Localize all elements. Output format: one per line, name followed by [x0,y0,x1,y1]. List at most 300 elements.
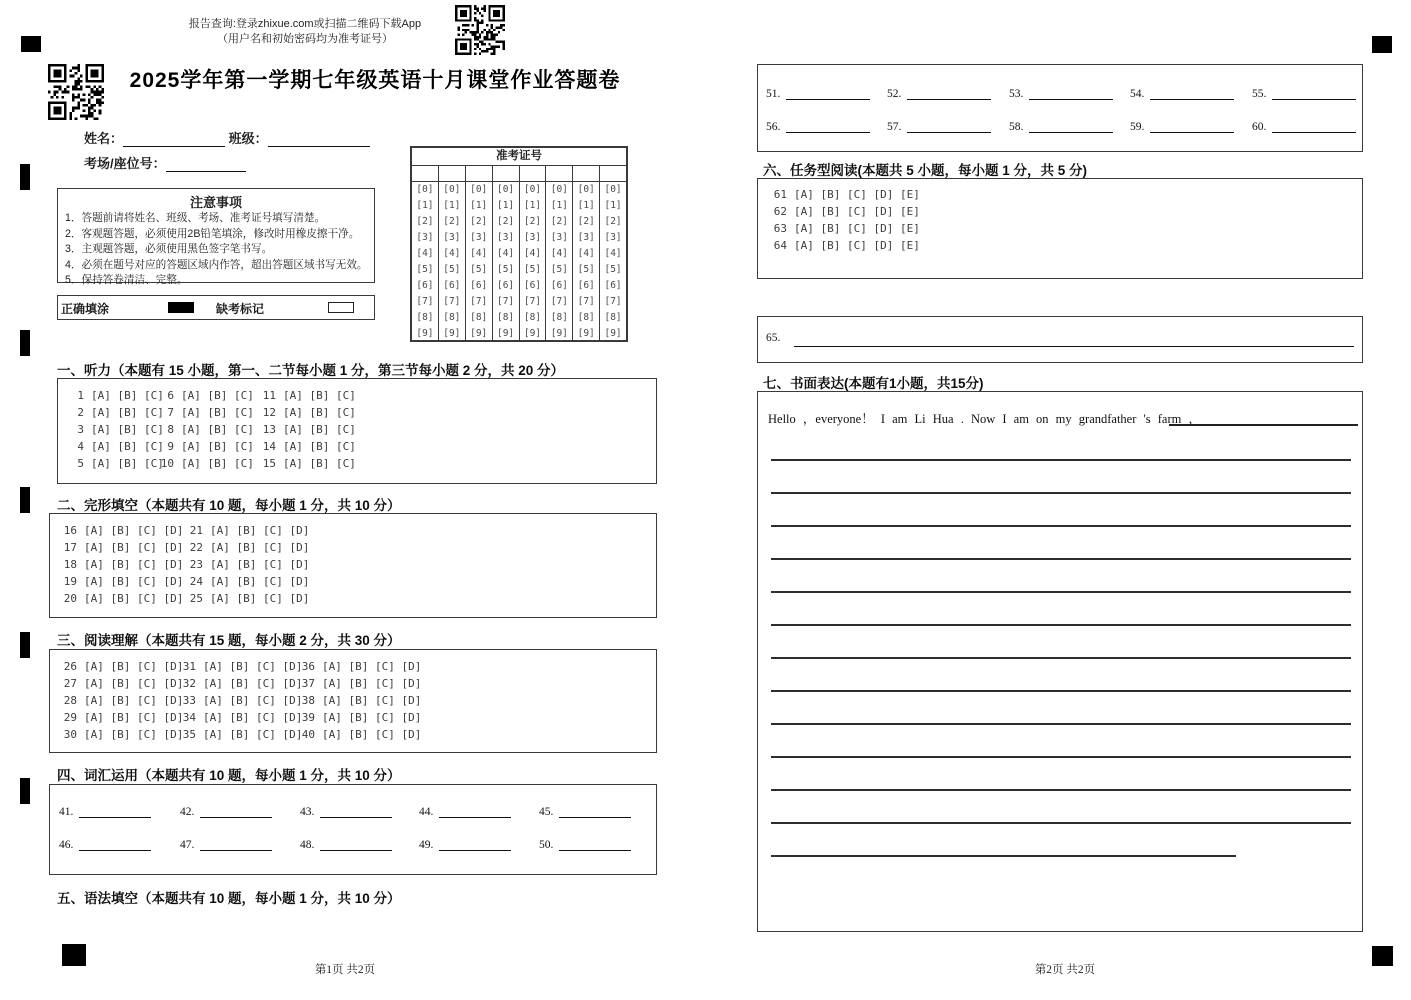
ticket-digit-bubble[interactable]: [9] [416,328,434,339]
ticket-digit-bubble[interactable]: [6] [550,280,568,291]
ticket-digit-bubble[interactable]: [4] [577,248,595,259]
question-number: 52. [887,88,902,100]
blank-question [1252,87,1356,100]
answer-options[interactable]: [A] [B] [C] [D] [210,540,310,554]
ticket-columns [412,166,626,342]
question-row [158,439,254,456]
ticket-digit-bubble[interactable]: [9] [496,328,515,339]
notice-box [57,188,375,287]
ticket-digit-bubble[interactable]: [8] [470,312,488,323]
ticket-digit-bubble[interactable]: [5] [496,264,515,275]
answer-blank[interactable] [79,805,151,818]
answer-options[interactable]: [A] [B] [C] [181,405,254,419]
ticket-column [520,166,547,342]
choice-column [59,659,183,744]
question65-blank[interactable] [794,332,1354,347]
blank-question [766,120,870,133]
correct-fill-label: 正确填涂 [61,302,110,316]
ticket-digit-bubble[interactable]: [8] [416,312,434,323]
answer-options[interactable]: [A] [B] [C] [D] [84,574,184,588]
ticket-digit-bubble[interactable]: [0] [496,184,515,195]
ticket-digit-bubble[interactable]: [6] [523,280,542,291]
ticket-column [493,166,520,342]
timing-mark [20,330,30,356]
writing-line[interactable] [771,690,1351,692]
question-number: 5 [77,456,84,470]
answer-options[interactable]: [A] [B] [C] [D] [203,693,303,707]
writing-line[interactable] [771,459,1351,461]
seat-label: 考场/座位号： [84,156,166,171]
footer-page2: 第2页 共2页 [1034,964,1096,976]
question-number: 38 [301,693,315,707]
answer-blank[interactable] [439,805,511,818]
question-number: 54. [1130,88,1145,100]
question-number: 50. [539,839,554,851]
question-row [178,676,302,693]
ticket-write-cell[interactable] [412,166,438,182]
answer-options[interactable]: [A] [B] [C] [D] [322,727,422,741]
ticket-digit-bubble[interactable]: [4] [496,248,515,259]
ticket-digit-bubble[interactable]: [3] [604,232,622,243]
ticket-digit-bubble[interactable]: [6] [604,280,622,291]
question-number: 3 [77,422,84,436]
question-number: 10 [160,456,174,470]
ticket-digit-bubble[interactable]: [5] [470,264,488,275]
section1-title: 一、听力（本题有 15 小题，第一、二节每小题 1 分，第三节每小题 2 分，共 20 分） [57,363,565,378]
class-label: 班级： [228,131,268,146]
question-row [68,422,164,439]
ticket-column [439,166,466,342]
ticket-digit-bubble[interactable]: [5] [443,264,461,275]
answer-options[interactable]: [A] [B] [C] [D] [84,660,184,673]
ticket-digit-bubble[interactable]: [1] [523,200,542,211]
answer-options[interactable]: [A] [B] [C] [283,422,356,436]
section3-answer-box [49,649,657,753]
question-number: 42. [180,806,195,818]
ticket-title: 准考证号 [412,148,626,166]
writing-line[interactable] [771,822,1351,824]
ticket-digit-bubble[interactable]: [2] [443,216,461,227]
answer-blank[interactable] [79,838,151,851]
answer-options[interactable]: [A] [B] [C] [283,456,356,470]
ticket-digit-bubble[interactable]: [9] [443,328,461,339]
writing-line[interactable] [771,492,1351,494]
question-row [59,727,183,744]
answer-blank[interactable] [559,805,631,818]
answer-options[interactable]: [A] [B] [C] [D] [84,727,184,741]
ticket-digit-bubble[interactable]: [7] [604,296,622,307]
ticket-digit-bubble[interactable]: [2] [496,216,515,227]
question-row [158,422,254,439]
answer-options[interactable]: [A] [B] [C] [D] [E] [794,204,920,218]
answer-options[interactable]: [A] [B] [C] [91,439,164,453]
answer-options[interactable]: [A] [B] [C] [D] [84,524,184,537]
footer-page1: 第1页 共2页 [314,964,376,976]
ticket-column [466,166,493,342]
notice-item: 4．必须在题号对应的答题区域内作答，超出答题区域书写无效。 [65,258,368,271]
ticket-write-cell[interactable] [520,166,546,182]
ticket-digit-bubble[interactable]: [7] [416,296,434,307]
question-number: 63 [773,221,787,235]
question-row [185,523,309,540]
question-number: 64 [773,238,787,252]
ticket-digit-bubble[interactable]: [5] [577,264,595,275]
answer-options[interactable]: [A] [B] [C] [181,456,254,470]
answer-blank[interactable] [559,838,631,851]
writing-line[interactable] [771,624,1351,626]
student-info-row-2 [84,153,246,172]
answer-options[interactable]: [A] [B] [C] [283,439,356,453]
answer-options[interactable]: [A] [B] [C] [D] [203,727,303,741]
ticket-write-cell[interactable] [600,166,626,182]
section2-title: 二、完形填空（本题共有 10 题，每小题 1 分，共 10 分） [57,498,401,513]
writing-inline-blank[interactable] [1169,409,1358,426]
choice-column [68,388,164,473]
ticket-digit-bubble[interactable]: [1] [604,200,622,211]
ticket-digit-bubble[interactable]: [5] [604,264,622,275]
question-row [185,540,309,557]
blank-question [1130,120,1234,133]
ticket-write-cell[interactable] [439,166,465,182]
ticket-digit-bubble[interactable]: [1] [496,200,515,211]
ticket-digit-bubble[interactable]: [3] [416,232,434,243]
answer-options[interactable]: [A] [B] [C] [D] [210,574,310,588]
ticket-digit-bubble[interactable]: [6] [577,280,595,291]
ticket-digit-bubble[interactable]: [3] [443,232,461,243]
ticket-digit-bubble[interactable]: [7] [443,296,461,307]
answer-options[interactable]: [A] [B] [C] [91,422,164,436]
notice-item: 5．保持答卷清洁、完整。 [65,274,188,287]
question-row [297,659,421,676]
ticket-digit-bubble[interactable]: [9] [470,328,488,339]
question-number: 7 [167,405,174,419]
blank-question [539,838,631,851]
notice-item: 3．主观题答题，必须使用黑色签字笔书写。 [65,243,273,256]
section6-title: 六、任务型阅读(本题共 5 小题，每小题 1 分，共 5 分) [763,163,1088,178]
question-row [260,405,356,422]
question-row [758,204,920,221]
ticket-digit-bubble[interactable]: [7] [523,296,542,307]
question-number: 41. [59,806,74,818]
ticket-digit-bubble[interactable]: [3] [577,232,595,243]
ticket-digit-bubble[interactable]: [0] [523,184,542,195]
choice-column [59,523,183,608]
blank-question [180,805,272,818]
section7-title: 七、书面表达(本题有1小题，共15分) [763,376,984,391]
ticket-digit-bubble[interactable]: [3] [496,232,515,243]
answer-options[interactable]: [A] [B] [C] [181,389,254,402]
correct-fill-sample [168,302,194,313]
ticket-digit-bubble[interactable]: [2] [550,216,568,227]
answer-blank[interactable] [786,120,870,133]
question-number: 21 [189,524,203,537]
question-row [59,574,183,591]
ticket-digit-bubble[interactable]: [7] [577,296,595,307]
question-row [68,456,164,473]
ticket-digit-bubble[interactable]: [9] [577,328,595,339]
question-row [59,523,183,540]
ticket-digit-bubble[interactable]: [0] [443,184,461,195]
question-number: 43. [300,806,315,818]
ticket-digit-bubble[interactable]: [3] [550,232,568,243]
writing-line[interactable] [771,756,1351,758]
ticket-digit-bubble[interactable]: [2] [604,216,622,227]
ticket-write-cell[interactable] [493,166,519,182]
section6-answer-box [757,178,1363,279]
blank-question [887,87,991,100]
blank-question [180,838,272,851]
ticket-column [546,166,573,342]
ticket-digit-bubble[interactable]: [2] [523,216,542,227]
blank-question [419,805,511,818]
ticket-digit-bubble[interactable]: [0] [577,184,595,195]
ticket-write-cell[interactable] [466,166,492,182]
answer-options[interactable]: [A] [B] [C] [283,389,356,402]
question-row [297,676,421,693]
answer-blank[interactable] [320,838,392,851]
registration-mark-bottom-left [62,944,86,966]
ticket-digit-bubble[interactable]: [4] [470,248,488,259]
ticket-digit-bubble[interactable]: [8] [496,312,515,323]
question-number: 46. [59,839,74,851]
answer-options[interactable]: [A] [B] [C] [D] [322,693,422,707]
answer-options[interactable]: [A] [B] [C] [D] [210,557,310,571]
ticket-digit-bubble[interactable]: [2] [577,216,595,227]
name-field[interactable] [123,133,225,147]
writing-line[interactable] [771,558,1351,560]
question-number: 35 [182,727,196,741]
question-number: 26 [63,660,77,673]
answer-options[interactable]: [A] [B] [C] [D] [E] [794,188,920,201]
writing-line[interactable] [771,657,1351,659]
question-row [260,388,356,405]
question-row [758,187,920,204]
question-row [758,221,920,238]
ticket-digit-bubble[interactable]: [5] [523,264,542,275]
question-number: 33 [182,693,196,707]
question-number: 6 [167,389,174,402]
ticket-digit-bubble[interactable]: [4] [604,248,622,259]
question-row [185,574,309,591]
question-row [185,557,309,574]
question-row [178,710,302,727]
answer-blank[interactable] [439,838,511,851]
ticket-digit-bubble[interactable]: [0] [416,184,434,195]
ticket-digit-bubble[interactable]: [7] [550,296,568,307]
question-number: 11 [262,389,276,402]
ticket-digit-bubble[interactable]: [3] [523,232,542,243]
question-number: 31 [182,660,196,673]
ticket-digit-bubble[interactable]: [9] [523,328,542,339]
ticket-digit-bubble[interactable]: [9] [550,328,568,339]
answer-options[interactable]: [A] [B] [C] [D] [210,524,310,537]
answer-options[interactable]: [A] [B] [C] [D] [322,660,422,673]
question-number: 62 [773,204,787,218]
question-number: 45. [539,806,554,818]
writing-line[interactable] [771,591,1351,593]
ticket-digit-bubble[interactable]: [1] [550,200,568,211]
ticket-write-cell[interactable] [573,166,599,182]
answer-blank[interactable] [786,87,870,100]
question-number: 59. [1130,121,1145,133]
answer-options[interactable]: [A] [B] [C] [91,389,164,402]
admission-ticket-box [410,146,628,342]
ticket-digit-bubble[interactable]: [6] [470,280,488,291]
ticket-digit-bubble[interactable]: [3] [470,232,488,243]
ticket-digit-bubble[interactable]: [1] [443,200,461,211]
class-field[interactable] [268,133,370,147]
answer-options[interactable]: [A] [B] [C] [181,439,254,453]
answer-blank[interactable] [907,120,991,133]
ticket-digit-bubble[interactable]: [6] [443,280,461,291]
question-number: 51. [766,88,781,100]
ticket-digit-bubble[interactable]: [6] [496,280,515,291]
answer-options[interactable]: [A] [B] [C] [D] [84,540,184,554]
section1-answer-box [57,378,657,484]
answer-options[interactable]: [A] [B] [C] [283,405,356,419]
timing-mark [20,632,30,658]
choice-column [185,523,309,608]
ticket-digit-bubble[interactable]: [1] [416,200,434,211]
ticket-digit-bubble[interactable]: [0] [550,184,568,195]
answer-blank[interactable] [1272,87,1356,100]
seat-field[interactable] [166,158,246,172]
answer-options[interactable]: [A] [B] [C] [D] [84,676,184,690]
timing-mark [20,164,30,190]
answer-blank[interactable] [320,805,392,818]
section4-title: 四、词汇运用（本题共有 10 题，每小题 1 分，共 10 分） [57,768,401,783]
answer-options[interactable]: [A] [B] [C] [D] [203,660,303,673]
ticket-digit-bubble[interactable]: [8] [443,312,461,323]
answer-options[interactable]: [A] [B] [C] [D] [210,591,310,605]
question-number: 23 [189,557,203,571]
ticket-digit-bubble[interactable]: [8] [577,312,595,323]
writing-line[interactable] [771,525,1351,527]
answer-options[interactable]: [A] [B] [C] [D] [E] [794,221,920,235]
notice-title: 注意事项 [189,195,242,210]
choice-column [260,388,356,473]
ticket-digit-bubble[interactable]: [4] [523,248,542,259]
absent-mark-sample [328,302,354,313]
answer-options[interactable]: [A] [B] [C] [91,456,164,470]
name-label: 姓名： [84,131,124,146]
answer-options[interactable]: [A] [B] [C] [D] [E] [794,238,920,252]
question-row [178,659,302,676]
section6-rows [758,187,920,255]
blank-question [539,805,631,818]
ticket-column [412,166,439,342]
answer-blank[interactable] [200,805,272,818]
question-number: 65. [766,332,781,344]
answer-options[interactable]: [A] [B] [C] [181,422,254,436]
section4-answer-box [49,784,657,875]
question-row [158,405,254,422]
answer-blank[interactable] [1150,87,1234,100]
question-number: 2 [77,405,84,419]
ticket-digit-bubble[interactable]: [0] [604,184,622,195]
question-row [185,591,309,608]
ticket-write-cell[interactable] [546,166,572,182]
ticket-digit-bubble[interactable]: [9] [604,328,622,339]
question-row [178,727,302,744]
question-number: 28 [63,693,77,707]
registration-mark-top-right [1372,36,1392,53]
ticket-digit-bubble[interactable]: [5] [550,264,568,275]
answer-blank[interactable] [200,838,272,851]
answer-options[interactable]: [A] [B] [C] [D] [84,693,184,707]
question-number: 9 [167,439,174,453]
ticket-digit-bubble[interactable]: [8] [523,312,542,323]
blank-question [1009,87,1113,100]
ticket-digit-bubble[interactable]: [8] [604,312,622,323]
report-line1: 报告查询:登录zhixue.com或扫描二维码下载App [188,18,422,30]
ticket-digit-bubble[interactable]: [1] [470,200,488,211]
blank-question [300,805,392,818]
question-row [59,659,183,676]
question-row [297,693,421,710]
section5-answer-box [757,64,1363,152]
writing-line[interactable] [771,855,1236,857]
ticket-digit-bubble[interactable]: [7] [470,296,488,307]
ticket-digit-bubble[interactable]: [4] [443,248,461,259]
ticket-digit-bubble[interactable]: [2] [470,216,488,227]
blank-question [300,838,392,851]
question-number: 12 [262,405,276,419]
answer-options[interactable]: [A] [B] [C] [D] [322,676,422,690]
answer-blank[interactable] [1029,120,1113,133]
question-row [178,693,302,710]
ticket-digit-bubble[interactable]: [1] [577,200,595,211]
answer-options[interactable]: [A] [B] [C] [D] [322,710,422,724]
question-row [59,676,183,693]
question-row [59,557,183,574]
ticket-digit-bubble[interactable]: [5] [416,264,434,275]
ticket-digit-bubble[interactable]: [2] [416,216,434,227]
answer-blank[interactable] [1272,120,1356,133]
question-number: 44. [419,806,434,818]
registration-mark-top-left [21,36,41,52]
question-number: 49. [419,839,434,851]
ticket-digit-bubble[interactable]: [4] [416,248,434,259]
writing-line[interactable] [771,789,1351,791]
answer-options[interactable]: [A] [B] [C] [D] [84,591,184,605]
answer-options[interactable]: [A] [B] [C] [91,405,164,419]
question-number: 15 [262,456,276,470]
ticket-digit-bubble[interactable]: [7] [496,296,515,307]
ticket-digit-bubble[interactable]: [8] [550,312,568,323]
blank-question [1252,120,1356,133]
question-number: 19 [63,574,77,588]
answer-options[interactable]: [A] [B] [C] [D] [84,557,184,571]
question-row [68,439,164,456]
answer-options[interactable]: [A] [B] [C] [D] [203,710,303,724]
answer-blank[interactable] [1029,87,1113,100]
answer-options[interactable]: [A] [B] [C] [D] [203,676,303,690]
answer-options[interactable]: [A] [B] [C] [D] [84,710,184,724]
ticket-digit-bubble[interactable]: [0] [470,184,488,195]
writing-line[interactable] [771,723,1351,725]
ticket-digit-bubble[interactable]: [4] [550,248,568,259]
question-row [68,388,164,405]
answer-blank[interactable] [907,87,991,100]
answer-blank[interactable] [1150,120,1234,133]
ticket-digit-bubble[interactable]: [6] [416,280,434,291]
section3-title: 三、阅读理解（本题共有 15 题，每小题 2 分，共 30 分） [57,633,401,648]
blank-question [1130,87,1234,100]
timing-mark [20,778,30,804]
registration-mark-bottom-right [1372,946,1393,966]
question-number: 20 [63,591,77,605]
